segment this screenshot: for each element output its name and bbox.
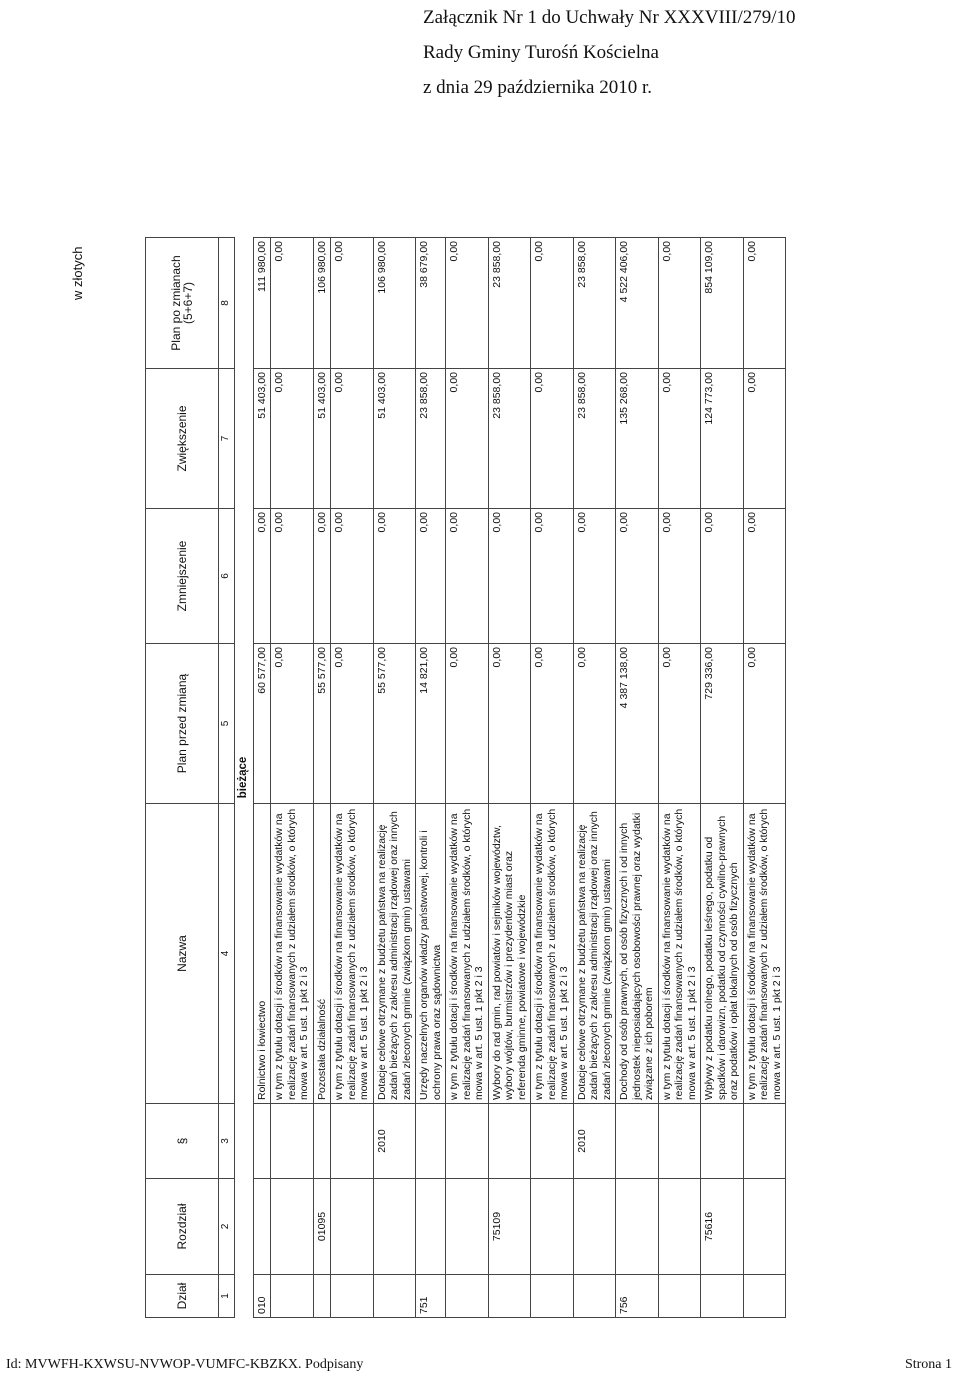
cell-nazwa: Wybory do rad gmin, rad powiatów i sejmików województw, wybory wójtów, burmistrzów i prezydentów miast oraz referenda gminne, powiatowe i wojewódzkie (488, 804, 531, 1104)
cell-rozdzial (416, 1179, 446, 1275)
cell-nazwa: w tym z tytułu dotacji i środków na finansowanie wydatków na realizację zadań finansowanych z udziałem środków, o których mowa w art. 5 ust. 1 pkt 2 i 3 (446, 804, 489, 1104)
col-header-nazwa: Nazwa (146, 804, 219, 1104)
cell-plan-po: 106 980,00 (373, 238, 416, 369)
cell-dzial (531, 1275, 574, 1318)
cell-plan-po: 0,00 (743, 238, 786, 369)
cell-zmniejszenie: 0,00 (573, 509, 616, 644)
cell-nazwa: Dochody od osób prawnych, od osób fizycznych i od innych jednostek nieposiadających osobowości prawnej oraz wydatki związane z ich poborem (616, 804, 659, 1104)
cell-zmniejszenie: 0,00 (253, 509, 271, 644)
cell-rozdzial: 75616 (701, 1179, 744, 1275)
col-number: 1 (219, 1275, 235, 1318)
document-footer (0, 1355, 960, 1377)
cell-rozdzial (531, 1179, 574, 1275)
cell-paragraf (658, 1104, 701, 1179)
cell-dzial (313, 1275, 331, 1318)
cell-plan-przed: 0,00 (573, 644, 616, 804)
cell-dzial (446, 1275, 489, 1318)
section-label: bieżące (234, 238, 253, 1318)
cell-plan-po: 0,00 (271, 238, 314, 369)
col-header-dzial: Dział (146, 1275, 219, 1318)
cell-dzial (373, 1275, 416, 1318)
cell-nazwa: w tym z tytułu dotacji i środków na finansowanie wydatków na realizację zadań finansowanych z udziałem środków, o których mowa w art. 5 ust. 1 pkt 2 i 3 (743, 804, 786, 1104)
cell-plan-przed: 0,00 (331, 644, 374, 804)
col-number: 8 (219, 238, 235, 369)
cell-plan-przed: 0,00 (743, 644, 786, 804)
table-row (271, 238, 314, 1318)
cell-dzial: 010 (253, 1275, 271, 1318)
cell-zwiekszenie: 0,00 (331, 369, 374, 509)
cell-paragraf (271, 1104, 314, 1179)
cell-dzial (573, 1275, 616, 1318)
currency-note: w złotych (70, 246, 85, 300)
document-id-signature: Id: MVWFH-KXWSU-NVWOP-VUMFC-KBZKX. Podpisany (6, 1357, 364, 1372)
col-number: 5 (219, 644, 235, 804)
cell-zwiekszenie: 0,00 (271, 369, 314, 509)
cell-plan-przed: 0,00 (446, 644, 489, 804)
cell-paragraf (488, 1104, 531, 1179)
table-row (743, 238, 786, 1318)
col-header-plan-po: Plan po zmianach (5+6+7) (146, 238, 219, 369)
cell-nazwa: Rolnictwo i łowiectwo (253, 804, 271, 1104)
header-line-1: Załącznik Nr 1 do Uchwały Nr XXXVIII/279/10 (423, 7, 796, 28)
col-header-zwiekszenie: Zwiększenie (146, 369, 219, 509)
cell-paragraf (331, 1104, 374, 1179)
cell-plan-przed: 60 577,00 (253, 644, 271, 804)
cell-paragraf (531, 1104, 574, 1179)
cell-nazwa: Pozostała działalność (313, 804, 331, 1104)
cell-zmniejszenie: 0,00 (331, 509, 374, 644)
cell-nazwa: Urzędy naczelnych organów władzy państwowej, kontroli i ochrony prawa oraz sądownictwa (416, 804, 446, 1104)
cell-zwiekszenie: 0,00 (743, 369, 786, 509)
cell-nazwa: w tym z tytułu dotacji i środków na finansowanie wydatków na realizację zadań finansowanych z udziałem środków, o których mowa w art. 5 ust. 1 pkt 2 i 3 (271, 804, 314, 1104)
cell-paragraf: 2010 (373, 1104, 416, 1179)
cell-paragraf: 2010 (573, 1104, 616, 1179)
cell-nazwa: Dotacje celowe otrzymane z budżetu państwa na realizację zadań bieżących z zakresu administracji rządowej oraz innych zadań zleconych gminie (związkom gmin) ustawami (373, 804, 416, 1104)
table-row (416, 238, 446, 1318)
cell-zwiekszenie: 23 858,00 (416, 369, 446, 509)
cell-plan-po: 0,00 (446, 238, 489, 369)
cell-rozdzial (253, 1179, 271, 1275)
cell-paragraf (616, 1104, 659, 1179)
table-row (616, 238, 659, 1318)
cell-plan-przed: 55 577,00 (313, 644, 331, 804)
cell-zwiekszenie: 0,00 (658, 369, 701, 509)
cell-rozdzial (616, 1179, 659, 1275)
table-row (331, 238, 374, 1318)
cell-paragraf (701, 1104, 744, 1179)
table-row (253, 238, 271, 1318)
cell-nazwa: w tym z tytułu dotacji i środków na finansowanie wydatków na realizację zadań finansowanych z udziałem środków, o których mowa w art. 5 ust. 1 pkt 2 i 3 (331, 804, 374, 1104)
cell-plan-po: 0,00 (531, 238, 574, 369)
cell-zmniejszenie: 0,00 (616, 509, 659, 644)
col-header-rozdzial: Rozdział (146, 1179, 219, 1275)
cell-nazwa: Wpływy z podatku rolnego, podatku leśnego, podatku od spadków i darowizn, podatku od czynności cywilno-prawnych oraz podatków i opłat lokalnych od osób fizycznych (701, 804, 744, 1104)
cell-zwiekszenie: 51 403,00 (373, 369, 416, 509)
cell-paragraf (253, 1104, 271, 1179)
header-line-3: z dnia 29 października 2010 r. (423, 77, 652, 98)
cell-zmniejszenie: 0,00 (373, 509, 416, 644)
cell-dzial (488, 1275, 531, 1318)
cell-zwiekszenie: 0,00 (531, 369, 574, 509)
cell-rozdzial (271, 1179, 314, 1275)
table-header-row (146, 238, 219, 1318)
table-row (488, 238, 531, 1318)
cell-plan-przed: 55 577,00 (373, 644, 416, 804)
table-row (531, 238, 574, 1318)
cell-rozdzial (373, 1179, 416, 1275)
cell-zmniejszenie: 0,00 (531, 509, 574, 644)
cell-plan-po: 38 679,00 (416, 238, 446, 369)
cell-zmniejszenie: 0,00 (313, 509, 331, 644)
column-number-row (219, 238, 235, 1318)
table-row (446, 238, 489, 1318)
cell-plan-przed: 14 821,00 (416, 644, 446, 804)
cell-zmniejszenie: 0,00 (271, 509, 314, 644)
cell-rozdzial (446, 1179, 489, 1275)
cell-zmniejszenie: 0,00 (743, 509, 786, 644)
col-number: 3 (219, 1104, 235, 1179)
cell-rozdzial (743, 1179, 786, 1275)
cell-nazwa: Dotacje celowe otrzymane z budżetu państwa na realizację zadań bieżących z zakresu administracji rządowej oraz innych zadań zleconych gminie (związkom gmin) ustawami (573, 804, 616, 1104)
cell-zmniejszenie: 0,00 (488, 509, 531, 644)
cell-dzial (658, 1275, 701, 1318)
cell-zmniejszenie: 0,00 (416, 509, 446, 644)
col-number: 7 (219, 369, 235, 509)
cell-nazwa: w tym z tytułu dotacji i środków na finansowanie wydatków na realizację zadań finansowanych z udziałem środków, o których mowa w art. 5 ust. 1 pkt 2 i 3 (531, 804, 574, 1104)
cell-plan-przed: 0,00 (488, 644, 531, 804)
cell-zwiekszenie: 51 403,00 (313, 369, 331, 509)
page-number: Strona 1 (904, 1357, 952, 1372)
cell-rozdzial (331, 1179, 374, 1275)
table-row (373, 238, 416, 1318)
cell-zwiekszenie: 0,00 (446, 369, 489, 509)
cell-zwiekszenie: 23 858,00 (488, 369, 531, 509)
cell-dzial: 751 (416, 1275, 446, 1318)
col-header-paragraf: § (146, 1104, 219, 1179)
cell-zmniejszenie: 0,00 (658, 509, 701, 644)
cell-plan-po: 0,00 (658, 238, 701, 369)
budget-table (145, 237, 786, 1318)
cell-dzial (271, 1275, 314, 1318)
table-body (253, 238, 786, 1318)
header-line-2: Rady Gminy Turośń Kościelna (423, 42, 659, 63)
cell-plan-po: 23 858,00 (488, 238, 531, 369)
budget-table-area (145, 238, 960, 1314)
cell-dzial (701, 1275, 744, 1318)
cell-plan-po: 23 858,00 (573, 238, 616, 369)
col-number: 4 (219, 804, 235, 1104)
cell-plan-po: 106 980,00 (313, 238, 331, 369)
cell-paragraf (743, 1104, 786, 1179)
col-number: 6 (219, 509, 235, 644)
col-header-zmniejszenie: Zmniejszenie (146, 509, 219, 644)
rotated-table-wrapper (145, 238, 912, 1318)
cell-zmniejszenie: 0,00 (701, 509, 744, 644)
cell-rozdzial: 01095 (313, 1179, 331, 1275)
cell-zwiekszenie: 124 773,00 (701, 369, 744, 509)
cell-plan-przed: 0,00 (658, 644, 701, 804)
cell-plan-przed: 0,00 (531, 644, 574, 804)
cell-plan-przed: 729 336,00 (701, 644, 744, 804)
cell-plan-po: 111 980,00 (253, 238, 271, 369)
section-row (234, 238, 253, 1318)
cell-paragraf (446, 1104, 489, 1179)
table-row (313, 238, 331, 1318)
cell-zwiekszenie: 51 403,00 (253, 369, 271, 509)
cell-nazwa: w tym z tytułu dotacji i środków na finansowanie wydatków na realizację zadań finansowanych z udziałem środków, o których mowa w art. 5 ust. 1 pkt 2 i 3 (658, 804, 701, 1104)
table-row (701, 238, 744, 1318)
col-header-plan-przed: Plan przed zmianą (146, 644, 219, 804)
cell-paragraf (416, 1104, 446, 1179)
document-header (423, 0, 843, 105)
cell-plan-po: 854 109,00 (701, 238, 744, 369)
cell-plan-po: 0,00 (331, 238, 374, 369)
cell-plan-po: 4 522 406,00 (616, 238, 659, 369)
cell-rozdzial (573, 1179, 616, 1275)
cell-plan-przed: 0,00 (271, 644, 314, 804)
col-number: 2 (219, 1179, 235, 1275)
cell-zwiekszenie: 135 268,00 (616, 369, 659, 509)
table-row (658, 238, 701, 1318)
cell-dzial (331, 1275, 374, 1318)
cell-plan-przed: 4 387 138,00 (616, 644, 659, 804)
cell-rozdzial: 75109 (488, 1179, 531, 1275)
cell-zmniejszenie: 0,00 (446, 509, 489, 644)
cell-paragraf (313, 1104, 331, 1179)
cell-dzial (743, 1275, 786, 1318)
cell-zwiekszenie: 23 858,00 (573, 369, 616, 509)
cell-dzial: 756 (616, 1275, 659, 1318)
cell-rozdzial (658, 1179, 701, 1275)
table-row (573, 238, 616, 1318)
